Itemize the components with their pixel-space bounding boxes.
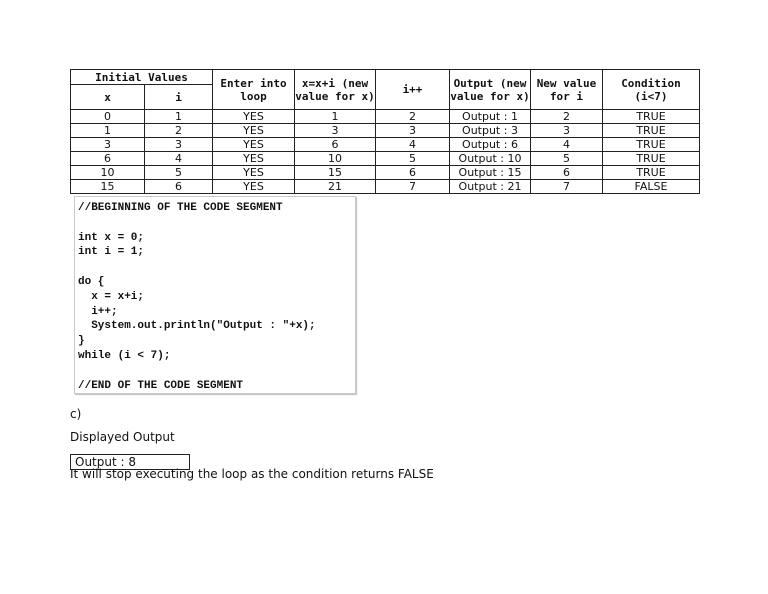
cell-x: 10 bbox=[71, 166, 145, 180]
cell-i: 4 bbox=[145, 152, 213, 166]
table-row bbox=[71, 180, 700, 194]
cell-i-increment: 5 bbox=[376, 152, 450, 166]
cell-i: 3 bbox=[145, 138, 213, 152]
displayed-output-heading: Displayed Output bbox=[70, 430, 175, 444]
cell-i-increment: 2 bbox=[376, 110, 450, 124]
header-condition: Condition (i<7) bbox=[603, 70, 700, 110]
cell-i-increment: 3 bbox=[376, 124, 450, 138]
cell-new-x: 3 bbox=[295, 124, 376, 138]
cell-condition: TRUE bbox=[603, 138, 700, 152]
header-output: Output (new value for x) bbox=[450, 70, 531, 110]
cell-new-x: 1 bbox=[295, 110, 376, 124]
table-row bbox=[71, 124, 700, 138]
cell-new-i: 7 bbox=[531, 180, 603, 194]
cell-x: 15 bbox=[71, 180, 145, 194]
cell-i: 5 bbox=[145, 166, 213, 180]
cell-enter-loop: YES bbox=[213, 152, 295, 166]
cell-enter-loop: YES bbox=[213, 166, 295, 180]
cell-new-x: 6 bbox=[295, 138, 376, 152]
cell-i-increment: 7 bbox=[376, 180, 450, 194]
trace-table bbox=[70, 69, 700, 194]
header-new-i: New value for i bbox=[531, 70, 603, 110]
code-segment-box bbox=[74, 196, 356, 394]
cell-enter-loop: YES bbox=[213, 138, 295, 152]
cell-i-increment: 4 bbox=[376, 138, 450, 152]
header-initial-values: Initial Values bbox=[71, 70, 213, 85]
cell-i-increment: 6 bbox=[376, 166, 450, 180]
table-row bbox=[71, 138, 700, 152]
table-row bbox=[71, 152, 700, 166]
cell-i: 2 bbox=[145, 124, 213, 138]
cell-x: 6 bbox=[71, 152, 145, 166]
cell-enter-loop: YES bbox=[213, 124, 295, 138]
cell-new-x: 21 bbox=[295, 180, 376, 194]
cell-enter-loop: YES bbox=[213, 180, 295, 194]
cell-x: 0 bbox=[71, 110, 145, 124]
table-row bbox=[71, 110, 700, 124]
cell-x: 3 bbox=[71, 138, 145, 152]
cell-output: Output : 21 bbox=[450, 180, 531, 194]
cell-x: 1 bbox=[71, 124, 145, 138]
header-i: i bbox=[145, 85, 213, 110]
cell-new-x: 15 bbox=[295, 166, 376, 180]
cell-i: 6 bbox=[145, 180, 213, 194]
table-row bbox=[71, 166, 700, 180]
cell-new-i: 3 bbox=[531, 124, 603, 138]
cell-output: Output : 15 bbox=[450, 166, 531, 180]
cell-output: Output : 10 bbox=[450, 152, 531, 166]
cell-condition: FALSE bbox=[603, 180, 700, 194]
cell-new-i: 2 bbox=[531, 110, 603, 124]
cell-condition: TRUE bbox=[603, 124, 700, 138]
cell-output: Output : 6 bbox=[450, 138, 531, 152]
cell-output: Output : 1 bbox=[450, 110, 531, 124]
code-segment: //BEGINNING OF THE CODE SEGMENT int x = 0; int i = 1; do { x = x+i; i++; System.out.println("Output : "+x); } while (i < 7); //END OF THE CODE SEGMENT bbox=[78, 202, 316, 392]
cell-new-i: 6 bbox=[531, 166, 603, 180]
cell-new-i: 4 bbox=[531, 138, 603, 152]
cell-output: Output : 3 bbox=[450, 124, 531, 138]
cell-condition: TRUE bbox=[603, 166, 700, 180]
cell-new-x: 10 bbox=[295, 152, 376, 166]
header-x: x bbox=[71, 85, 145, 110]
cell-enter-loop: YES bbox=[213, 110, 295, 124]
cell-condition: TRUE bbox=[603, 152, 700, 166]
explanation-text: It will stop executing the loop as the condition returns FALSE bbox=[70, 467, 434, 481]
cell-new-i: 5 bbox=[531, 152, 603, 166]
displayed-output-box: Output : 8 bbox=[70, 454, 190, 470]
header-new-x: x=x+i (new value for x) bbox=[295, 70, 376, 110]
part-label: c) bbox=[70, 407, 82, 421]
header-enter-loop: Enter into loop bbox=[213, 70, 295, 110]
cell-i: 1 bbox=[145, 110, 213, 124]
header-i-increment: i++ bbox=[376, 70, 450, 110]
cell-condition: TRUE bbox=[603, 110, 700, 124]
